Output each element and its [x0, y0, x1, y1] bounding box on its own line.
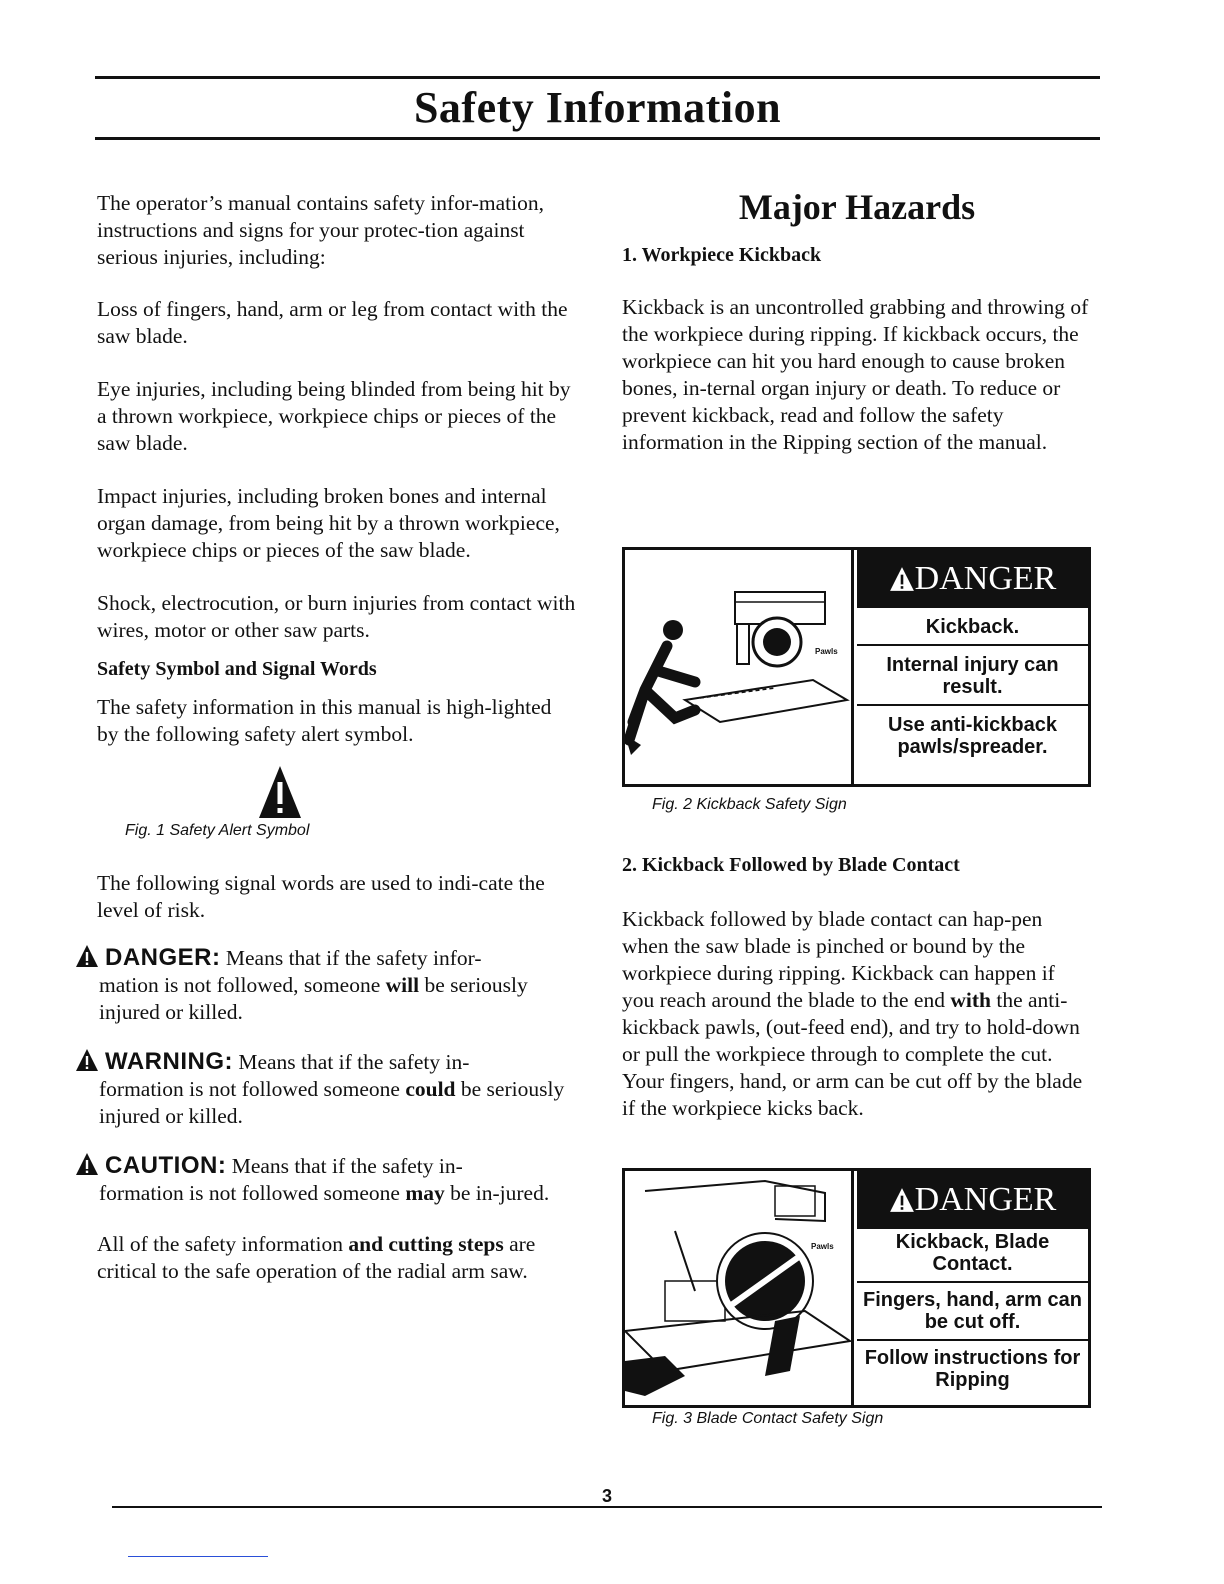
footer-rule — [112, 1506, 1102, 1508]
injury-fingers: Loss of fingers, hand, arm or leg from contact with the saw blade. — [97, 297, 568, 348]
injury-shock: Shock, electrocution, or burn injuries from contact with wires, motor or other saw parts. — [97, 591, 576, 642]
warning-text-a: Means that if the safety in- — [238, 1050, 470, 1074]
hazard2-title: 2. Kickback Followed by Blade Contact — [622, 854, 960, 876]
sign2-line1: Kickback, Blade Contact. — [895, 1231, 1050, 1275]
warning-alert-icon — [75, 1048, 99, 1072]
sign1-line3: Use anti-kickback pawls/spreader. — [857, 704, 1088, 764]
right-column — [622, 187, 1092, 456]
sign1-danger-band — [857, 550, 1088, 608]
blade-contact-danger-sign — [622, 1168, 1091, 1408]
warning-definition — [75, 1048, 577, 1130]
hazard2-text-a: Kickback followed by blade contact can hap-pen when the saw blade is pinched or bound by the workpiece during ripping. Kickback can happen if you reach around the blade to the end — [622, 907, 1055, 1012]
warning-signal-word: WARNING: — [105, 1048, 233, 1075]
warning-text-b: formation is not followed someone — [99, 1077, 406, 1101]
page-number: 3 — [601, 1486, 612, 1506]
intro-paragraph: The operator’s manual contains safety infor-mation, instructions and signs for your protec-tion against serious injuries, including: — [97, 191, 544, 269]
caution-definition — [75, 1152, 577, 1207]
blade-contact-sign-text — [857, 1171, 1088, 1405]
danger-signal-word: DANGER: — [105, 944, 221, 971]
safety-alert-icon — [257, 764, 303, 820]
major-hazards-heading: Major Hazards — [738, 187, 976, 227]
sign2-line3: Follow instructions for Ripping — [857, 1339, 1088, 1397]
hazard2-with: with — [950, 988, 991, 1012]
caution-signal-word: CAUTION: — [105, 1152, 227, 1179]
page-title: Safety Information — [413, 83, 782, 132]
sign2-line2: Fingers, hand, arm can be cut off. — [857, 1281, 1088, 1339]
sign1-art-label: Pawls — [815, 647, 838, 656]
header-top-rule — [95, 76, 1100, 79]
blade-contact-sign-illustration — [625, 1171, 854, 1405]
closing-text-a: All of the safety information — [97, 1232, 349, 1256]
sign2-art-label: Pawls — [811, 1242, 834, 1251]
closing-bold: and cutting steps — [348, 1232, 504, 1256]
sign2-danger-band — [857, 1171, 1088, 1229]
signal-words-intro: The following signal words are used to indi-cate the level of risk. — [97, 871, 545, 922]
closing-text-b: are critical to the safe operation of the radial arm saw. — [97, 1232, 536, 1283]
closing-paragraph — [97, 1231, 577, 1285]
footer-link-underline — [128, 1556, 268, 1557]
sign1-alert-icon — [889, 566, 915, 592]
injury-impact: Impact injuries, including broken bones and internal organ damage, from being hit by a thrown workpiece, workpiece chips or pieces of the saw blade. — [97, 484, 560, 562]
danger-text-a: Means that if the safety infor- — [225, 946, 482, 970]
hazard1-text: Kickback is an uncontrolled grabbing and throwing of the workpiece during ripping. If kickback occurs, the workpiece can hit you hard enough to cause broken bones, in-ternal organ injury or death. To reduce or prevent kickback, read and follow the safety information in the Ripping section of the manual. — [622, 295, 1089, 454]
hazard2-text — [622, 906, 1092, 1122]
sign2-alert-icon — [889, 1187, 915, 1213]
danger-text-b: mation is not followed, someone — [99, 973, 386, 997]
injury-eyes: Eye injuries, including being blinded from being hit by a thrown workpiece, workpiece chips or pieces of the saw blade. — [97, 377, 571, 455]
caution-may: may — [405, 1181, 445, 1205]
danger-definition — [75, 944, 577, 1026]
hazard2-text-b: the anti-kickback pawls, (out-feed end), and try to hold-down or pull the workpiece through to complete the cut. Your fingers, hand, or arm can be cut off by the blade if the workpiece kicks back. — [622, 988, 1083, 1120]
sign1-danger-label: DANGER — [914, 560, 1057, 597]
fig3-caption: Fig. 3 Blade Contact Safety Sign — [652, 1410, 884, 1427]
kickback-sign-illustration — [625, 550, 854, 784]
caution-text-c: be in-jured. — [444, 1181, 550, 1205]
kickback-danger-sign — [622, 547, 1091, 787]
caution-alert-icon — [75, 1152, 99, 1176]
safety-symbol-text: The safety information in this manual is high-lighted by the following safety alert symbol. — [97, 695, 552, 746]
caution-text-a: Means that if the safety in- — [231, 1154, 463, 1178]
caution-text-b: formation is not followed someone — [99, 1181, 406, 1205]
fig1-caption: Fig. 1 Safety Alert Symbol — [125, 822, 310, 839]
left-column — [97, 190, 577, 1285]
kickback-sign-text — [857, 550, 1088, 784]
warning-could: could — [405, 1077, 456, 1101]
hazard1-title: 1. Workpiece Kickback — [622, 244, 822, 266]
sign1-line1: Kickback. — [925, 616, 1020, 638]
danger-alert-icon — [75, 944, 99, 968]
warning-text-c: be seriously injured or killed. — [99, 1077, 565, 1128]
safety-alert-symbol — [97, 762, 577, 822]
safety-symbol-heading: Safety Symbol and Signal Words — [97, 658, 377, 680]
header-bottom-rule — [95, 137, 1100, 140]
sign1-line2: Internal injury can result. — [857, 644, 1088, 704]
hazard2-block — [622, 852, 1092, 1122]
danger-will: will — [385, 973, 420, 997]
danger-text-c: be seriously injured or killed. — [99, 973, 528, 1024]
fig2-caption: Fig. 2 Kickback Safety Sign — [652, 796, 847, 813]
sign2-danger-label: DANGER — [914, 1181, 1057, 1218]
